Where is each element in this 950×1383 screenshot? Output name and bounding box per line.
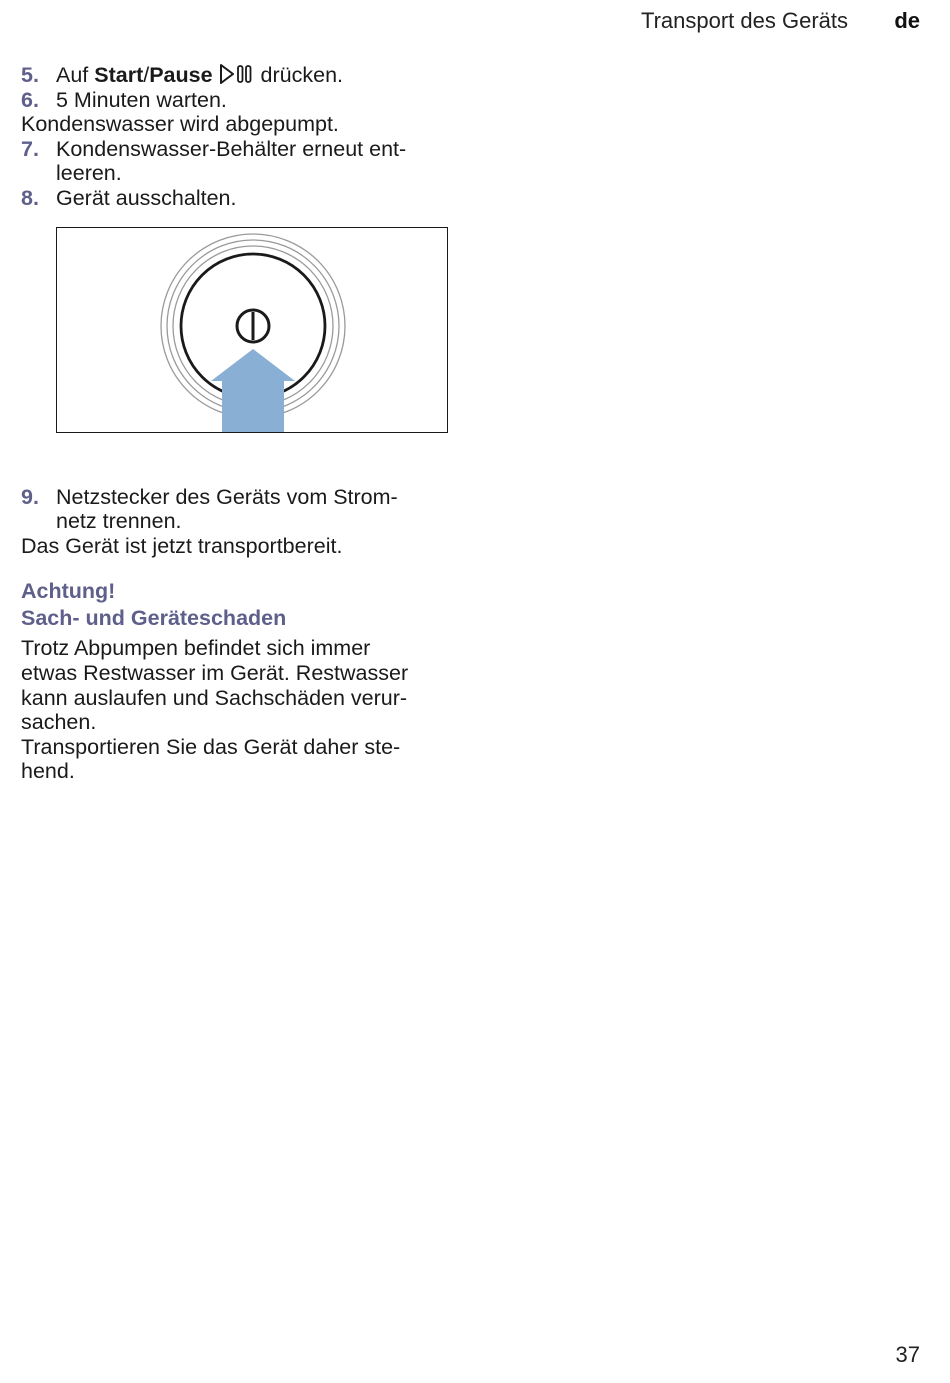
warning-line: Trotz Abpumpen befindet sich immer	[21, 636, 371, 661]
control-name-start: Start	[94, 63, 144, 87]
start-pause-icon	[219, 64, 253, 84]
step-number: 9.	[21, 484, 39, 509]
warning-line: Transportieren Sie das Gerät daher ste-	[21, 734, 401, 759]
step-text-line: Kondenswasser-Behälter erneut ent-	[56, 136, 407, 161]
main-content	[21, 63, 461, 784]
power-button-illustration	[56, 227, 448, 433]
warning-line: sachen.	[21, 710, 97, 735]
step-text-line: Netzstecker des Geräts vom Strom-	[56, 484, 398, 509]
warning-line: etwas Restwasser im Gerät. Restwasser	[21, 660, 409, 685]
step-text-line: leeren.	[56, 161, 122, 186]
step-6	[21, 88, 461, 113]
step-text-line: netz trennen.	[56, 509, 182, 534]
warning-title: Achtung!	[21, 579, 116, 604]
step-7	[21, 137, 461, 186]
page-number: 37	[895, 1342, 920, 1367]
step-8	[21, 186, 461, 211]
step-result: Das Gerät ist jetzt transportbereit.	[21, 533, 343, 558]
step-number: 7.	[21, 136, 39, 161]
step-number: 5.	[21, 63, 39, 87]
running-header-title: Transport des Geräts	[640, 8, 848, 33]
warning-line: hend.	[21, 759, 75, 784]
language-code: de	[894, 8, 920, 33]
step-text: Gerät ausschalten.	[56, 185, 237, 210]
step-number: 8.	[21, 185, 39, 210]
step-9	[21, 485, 461, 534]
step-text-suffix: drücken.	[254, 63, 344, 87]
warning-paragraph	[21, 636, 461, 784]
warning-line: kann auslaufen und Sachschäden verur-	[21, 685, 408, 710]
step-text: 5 Minuten warten.	[56, 87, 227, 112]
step-text-prefix: Auf	[56, 63, 95, 87]
warning-subtitle: Sach- und Geräteschaden	[21, 606, 287, 631]
control-separator: /	[143, 63, 150, 87]
control-name-pause: Pause	[149, 63, 213, 87]
step-result: Kondenswasser wird abgepumpt.	[21, 112, 339, 137]
step-5	[21, 63, 461, 88]
step-number: 6.	[21, 87, 39, 112]
